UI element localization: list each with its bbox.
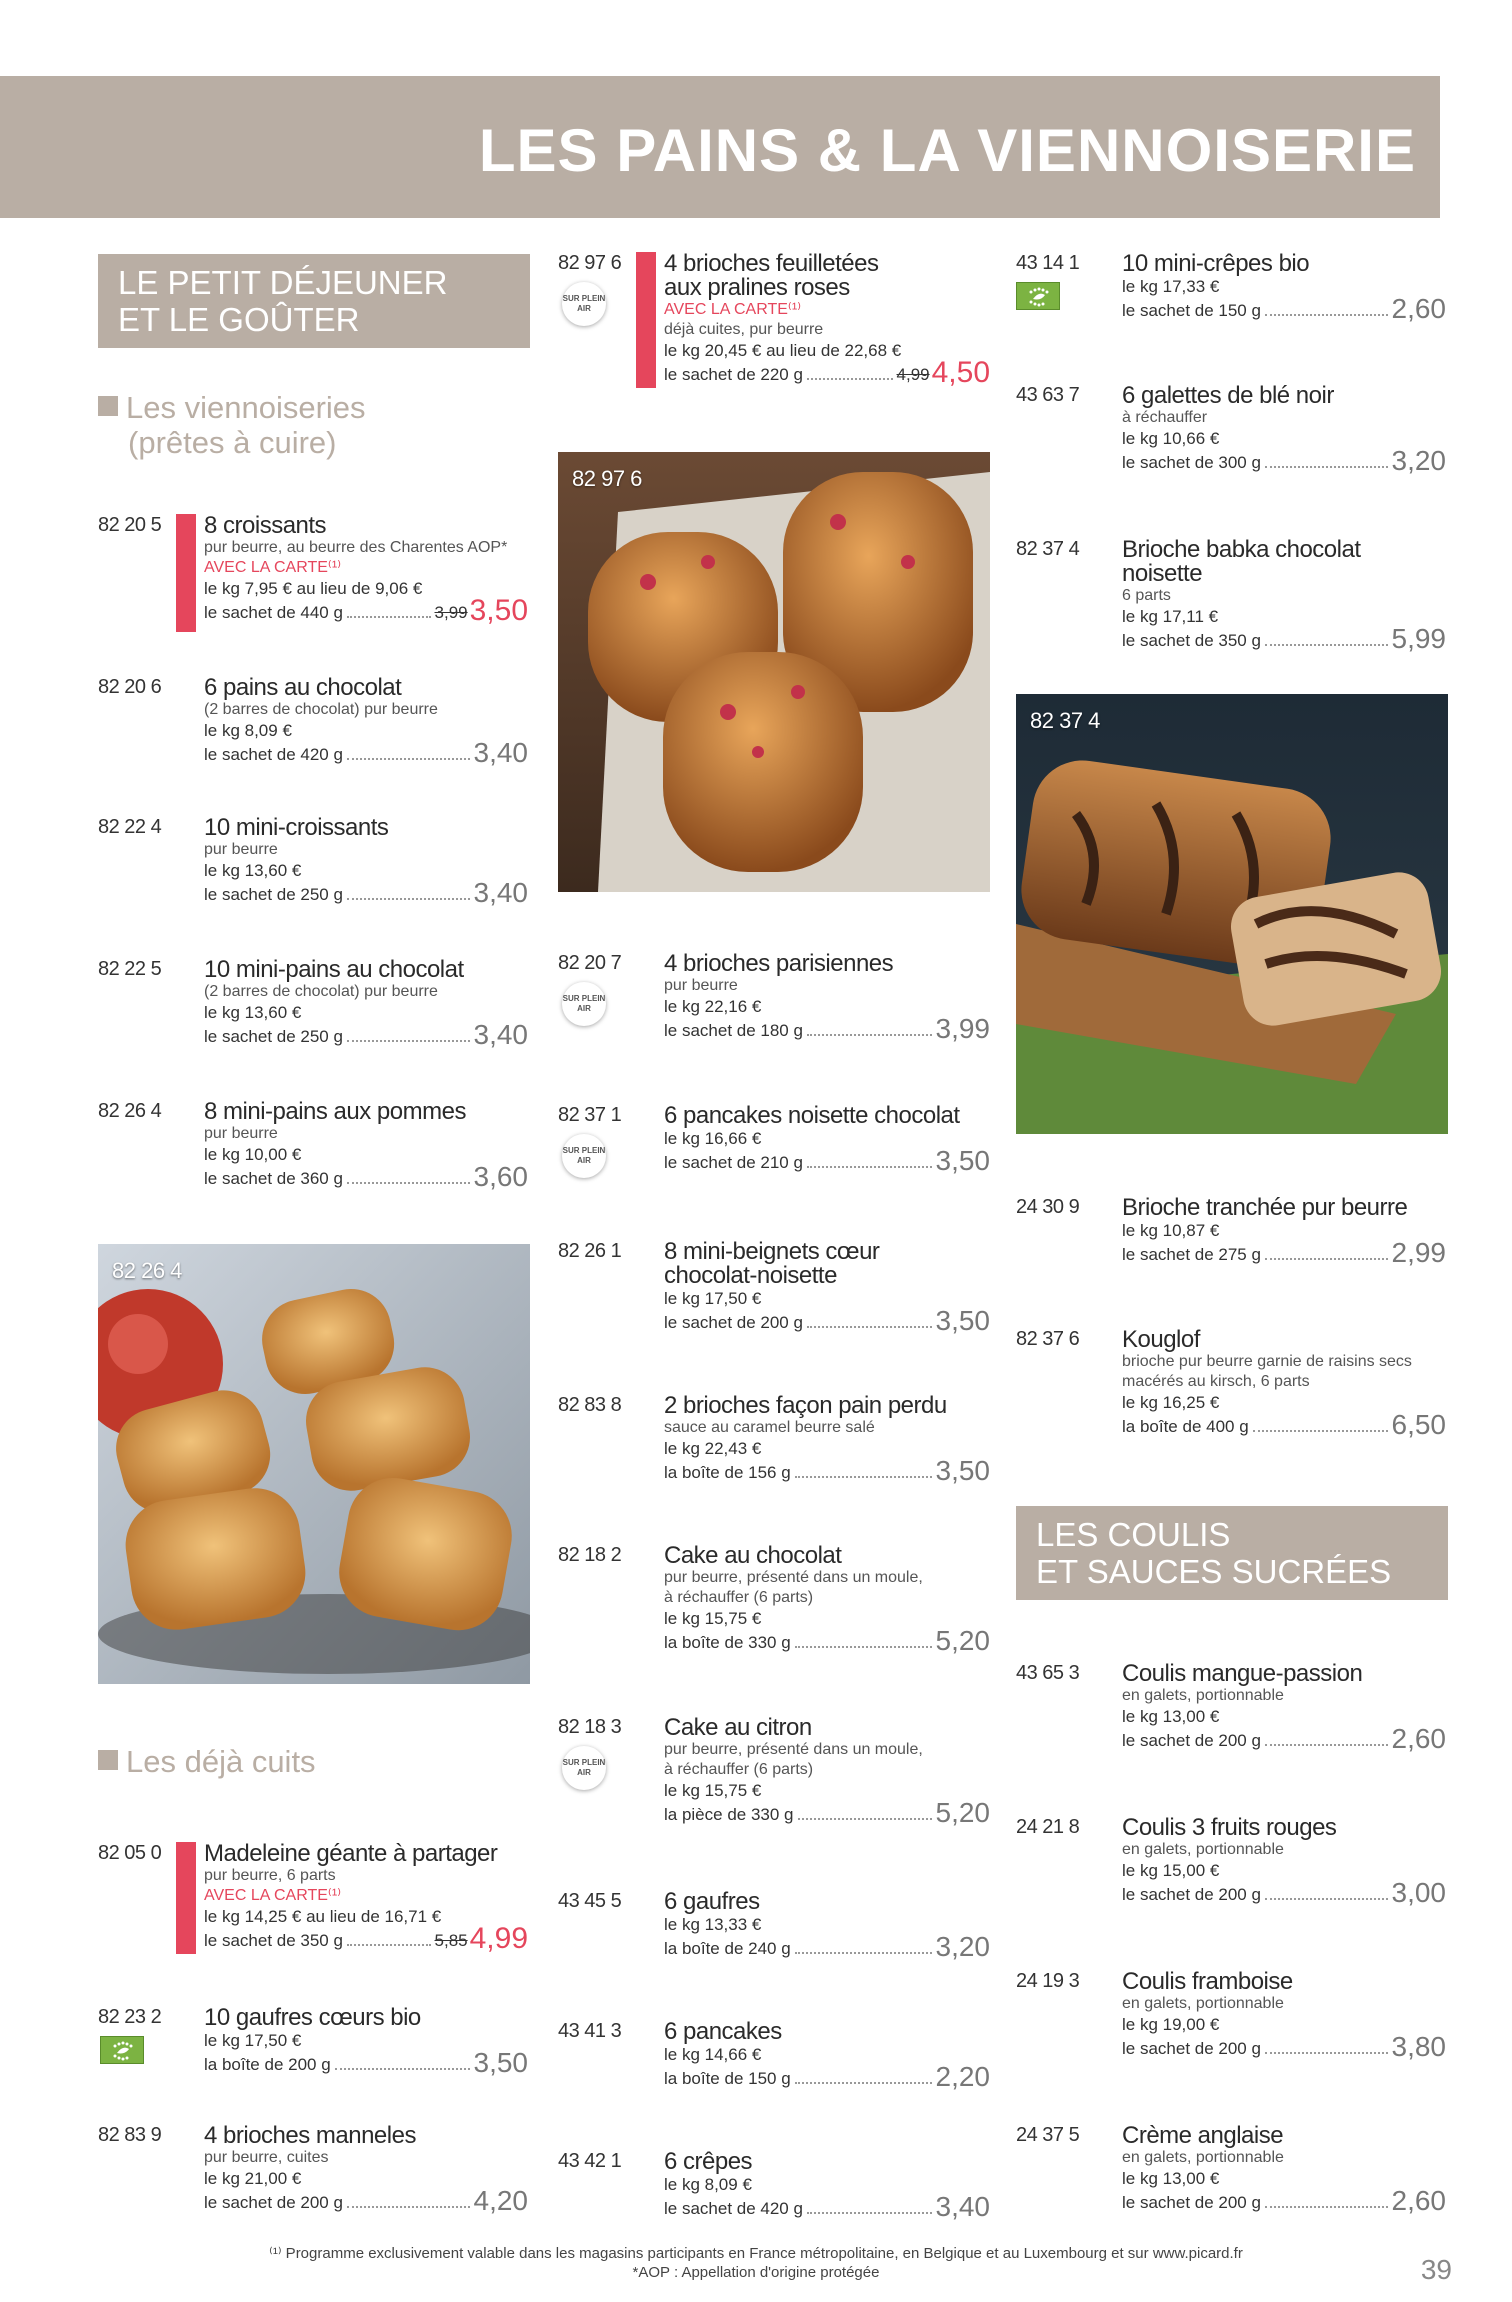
dot-leader xyxy=(347,2206,470,2208)
product-code: 82 97 6 xyxy=(558,252,622,274)
product-name: 10 mini-crêpes bio xyxy=(1122,250,1310,277)
product-code: 82 37 4 xyxy=(1016,538,1080,560)
product-name: 6 crêpes xyxy=(664,2148,753,2175)
product-photo-pains-aux-pommes xyxy=(98,1244,530,1684)
product-price: 4,20 xyxy=(473,2185,528,2216)
price-per-kg: le kg 17,50 € xyxy=(204,2031,302,2050)
pack-size: la boîte de 400 g xyxy=(1122,1417,1249,1436)
product-name: 4 brioches manneles xyxy=(204,2122,416,2149)
product-code: 82 83 9 xyxy=(98,2124,162,2146)
price-per-kg: le kg 10,00 € xyxy=(204,1145,302,1164)
dot-leader xyxy=(1265,644,1388,646)
dot-leader xyxy=(347,758,470,760)
product-description: pur beurre, présenté dans un moule, xyxy=(664,1741,923,1758)
organic-label-icon xyxy=(1016,282,1060,310)
organic-label-icon xyxy=(100,2036,144,2064)
product-name: 6 gaufres xyxy=(664,1888,760,1915)
section-header-petit-dejeuner xyxy=(98,254,530,348)
pack-size: le sachet de 360 g xyxy=(204,1169,343,1188)
price-per-kg: le kg 15,75 € xyxy=(664,1609,762,1628)
dot-leader xyxy=(1265,1258,1388,1260)
price-per-kg: le kg 13,60 € xyxy=(204,1003,302,1022)
dot-leader xyxy=(347,616,431,618)
product-code: 43 63 7 xyxy=(1016,384,1080,406)
price-per-kg: le kg 22,43 € xyxy=(664,1439,762,1458)
pack-line xyxy=(204,1161,528,1192)
price-per-kg: le kg 13,00 € xyxy=(1122,1707,1220,1726)
pack-size: le sachet de 250 g xyxy=(204,885,343,904)
pack-size: la pièce de 330 g xyxy=(664,1805,794,1824)
dot-leader xyxy=(1265,1898,1388,1900)
product-description: en galets, portionnable xyxy=(1122,1995,1284,2012)
product-description: (2 barres de chocolat) pur beurre xyxy=(204,701,438,718)
product-name: 6 pancakes noisette chocolat xyxy=(664,1102,960,1129)
product-name: 6 galettes de blé noir xyxy=(1122,382,1334,409)
dot-leader xyxy=(1253,1430,1388,1432)
product-price: 2,60 xyxy=(1391,1723,1446,1754)
pack-size: le sachet de 200 g xyxy=(1122,1731,1261,1750)
product-description: déjà cuites, pur beurre xyxy=(664,321,824,338)
promo-bar xyxy=(176,1842,196,1954)
price-per-kg: le kg 13,00 € xyxy=(1122,2169,1220,2188)
pack-size: le sachet de 200 g xyxy=(1122,1885,1261,1904)
product-price: 6,50 xyxy=(1391,1409,1446,1440)
price-per-kg: le kg 13,33 € xyxy=(664,1915,762,1934)
square-bullet-icon xyxy=(98,396,118,416)
pack-line xyxy=(1122,623,1446,654)
pack-line xyxy=(1122,1237,1446,1268)
photo-product-code: 82 26 4 xyxy=(112,1258,182,1283)
product-price: 3,60 xyxy=(473,1161,528,1192)
product-name: Cake au chocolat xyxy=(664,1542,842,1569)
pack-line xyxy=(1122,2031,1446,2062)
product-name: Coulis framboise xyxy=(1122,1968,1293,1995)
pastry-photo-illustration xyxy=(98,1244,530,1684)
product-name: Crème anglaise xyxy=(1122,2122,1284,2149)
product-photo-brioches-pralines xyxy=(558,452,990,892)
page-title: LES PAINS & LA VIENNOISERIE xyxy=(478,117,1416,184)
product-name: Brioche tranchée pur beurre xyxy=(1122,1194,1408,1221)
product-name: 2 brioches façon pain perdu xyxy=(664,1392,947,1419)
product-price: 3,50 xyxy=(469,594,528,627)
product-price: 3,00 xyxy=(1391,1877,1446,1908)
section-header-coulis xyxy=(1016,1506,1448,1600)
product-name: Madeleine géante à partager xyxy=(204,1840,498,1867)
product-name: 8 mini-beignets cœur xyxy=(664,1238,880,1265)
dot-leader xyxy=(795,1646,932,1648)
product-code: 43 65 3 xyxy=(1016,1662,1080,1684)
product-code: 82 20 7 xyxy=(558,952,622,974)
pack-size: le sachet de 440 g xyxy=(204,603,343,622)
section-header-line: LE PETIT DÉJEUNER xyxy=(118,264,448,301)
product-price: 3,50 xyxy=(935,1305,990,1336)
square-bullet-icon xyxy=(98,1750,118,1770)
product-description: en galets, portionnable xyxy=(1122,2149,1284,2166)
dot-leader xyxy=(1265,2052,1388,2054)
price-per-kg: le kg 20,45 € au lieu de 22,68 € xyxy=(664,341,902,360)
babka-photo-illustration xyxy=(1016,694,1448,1134)
product-code: 82 37 1 xyxy=(558,1104,622,1126)
product-price: 3,50 xyxy=(935,1145,990,1176)
pack-line xyxy=(204,1922,528,1955)
dot-leader xyxy=(795,1476,932,1478)
product-name: 4 brioches parisiennes xyxy=(664,950,894,977)
price-per-kg: le kg 21,00 € xyxy=(204,2169,302,2188)
pack-line xyxy=(664,2061,990,2092)
product-description: pur beurre, présenté dans un moule, xyxy=(664,1569,923,1586)
product-name: 4 brioches feuilletées xyxy=(664,250,879,277)
pack-line xyxy=(1122,445,1446,476)
product-photo-brioche-babka xyxy=(1016,694,1448,1134)
pack-size: le sachet de 275 g xyxy=(1122,1245,1261,1264)
price-per-kg: le kg 13,60 € xyxy=(204,861,302,880)
pack-line xyxy=(204,737,528,768)
pack-line xyxy=(664,1455,990,1486)
pack-line xyxy=(664,1931,990,1962)
product-description: (2 barres de chocolat) pur beurre xyxy=(204,983,438,1000)
product-description: macérés au kirsch, 6 parts xyxy=(1122,1373,1310,1390)
product-price: 3,80 xyxy=(1391,2031,1446,2062)
product-price: 3,50 xyxy=(473,2047,528,2078)
price-per-kg: le kg 14,66 € xyxy=(664,2045,762,2064)
pack-line xyxy=(664,1145,990,1176)
product-code: 82 20 5 xyxy=(98,514,162,536)
product-price: 3,40 xyxy=(473,1019,528,1050)
plein-air-badge-icon xyxy=(562,1134,606,1178)
product-description: pur beurre, au beurre des Charentes AOP* xyxy=(204,539,508,556)
pack-line xyxy=(204,594,528,627)
pack-size: le sachet de 200 g xyxy=(204,2193,343,2212)
pack-line xyxy=(664,1797,990,1828)
product-name: 10 mini-pains au chocolat xyxy=(204,956,464,983)
dot-leader xyxy=(347,1040,470,1042)
pack-size: la boîte de 150 g xyxy=(664,2069,791,2088)
dot-leader xyxy=(807,2212,932,2214)
product-description: en galets, portionnable xyxy=(1122,1841,1284,1858)
product-description: à réchauffer (6 parts) xyxy=(664,1761,814,1778)
product-name: 6 pancakes xyxy=(664,2018,782,2045)
dot-leader xyxy=(807,1326,932,1328)
product-code: 82 26 1 xyxy=(558,1240,622,1262)
old-price: 4,99 xyxy=(896,365,930,384)
dot-leader xyxy=(335,2068,470,2070)
product-code: 24 21 8 xyxy=(1016,1816,1080,1838)
product-description: brioche pur beurre garnie de raisins secs xyxy=(1122,1353,1412,1370)
price-per-kg: le kg 19,00 € xyxy=(1122,2015,1220,2034)
product-code: 82 23 2 xyxy=(98,2006,162,2028)
product-82976 xyxy=(558,252,990,392)
price-per-kg: le kg 14,25 € au lieu de 16,71 € xyxy=(204,1907,442,1926)
plein-air-badge-icon xyxy=(562,982,606,1026)
pack-line xyxy=(1122,293,1446,324)
pack-line xyxy=(204,2185,528,2216)
promo-bar xyxy=(176,514,196,632)
product-code: 82 20 6 xyxy=(98,676,162,698)
pack-line xyxy=(204,877,528,908)
product-code: 24 37 5 xyxy=(1016,2124,1080,2146)
photo-product-code: 82 97 6 xyxy=(572,466,642,491)
subheader-line: (prêtes à cuire) xyxy=(128,425,337,460)
product-description: en galets, portionnable xyxy=(1122,1687,1284,1704)
dot-leader xyxy=(1265,314,1388,316)
dot-leader xyxy=(795,1952,932,1954)
price-per-kg: le kg 10,66 € xyxy=(1122,429,1220,448)
product-price: 3,40 xyxy=(935,2191,990,2222)
product-code: 82 37 6 xyxy=(1016,1328,1080,1350)
product-name: 10 gaufres cœurs bio xyxy=(204,2004,421,2031)
pack-line xyxy=(1122,1723,1446,1754)
product-price: 5,99 xyxy=(1391,623,1446,654)
product-code: 82 05 0 xyxy=(98,1842,162,1864)
product-code: 82 26 4 xyxy=(98,1100,162,1122)
price-per-kg: le kg 22,16 € xyxy=(664,997,762,1016)
product-description: pur beurre, cuites xyxy=(204,2149,329,2166)
product-price: 5,20 xyxy=(935,1797,990,1828)
pack-size: le sachet de 350 g xyxy=(1122,631,1261,650)
pack-size: le sachet de 420 g xyxy=(204,745,343,764)
product-description: pur beurre, 6 parts xyxy=(204,1867,336,1884)
price-per-kg: le kg 15,75 € xyxy=(664,1781,762,1800)
dot-leader xyxy=(795,2082,932,2084)
subheader-line: Les viennoiseries xyxy=(126,390,366,425)
dot-leader xyxy=(807,1034,932,1036)
pack-line xyxy=(1122,2185,1446,2216)
price-per-kg: le kg 17,11 € xyxy=(1122,607,1219,626)
product-price: 3,20 xyxy=(1391,445,1446,476)
product-name: 8 mini-pains aux pommes xyxy=(204,1098,466,1125)
pack-line xyxy=(664,1013,990,1044)
dot-leader xyxy=(1265,466,1388,468)
product-price: 3,99 xyxy=(935,1013,990,1044)
product-description: pur beurre xyxy=(204,1125,278,1142)
dot-leader xyxy=(1265,1744,1388,1746)
product-price: 3,40 xyxy=(473,877,528,908)
product-name: chocolat-noisette xyxy=(664,1262,837,1289)
price-per-kg: le kg 16,25 € xyxy=(1122,1393,1220,1412)
dot-leader xyxy=(347,898,470,900)
subheader-deja-cuits xyxy=(98,1744,316,1779)
product-code: 82 22 4 xyxy=(98,816,162,838)
product-name: aux pralines roses xyxy=(664,274,850,301)
product-name: 8 croissants xyxy=(204,512,327,539)
pack-line xyxy=(1122,1409,1446,1440)
page-number: 39 xyxy=(1420,2254,1452,2285)
pack-size: le sachet de 420 g xyxy=(664,2199,803,2218)
section-header-line: LES COULIS xyxy=(1036,1516,1231,1553)
product-name: 6 pains au chocolat xyxy=(204,674,402,701)
subheader-viennoiseries xyxy=(98,390,366,460)
price-per-kg: le kg 10,87 € xyxy=(1122,1221,1220,1240)
title-banner xyxy=(0,76,1440,218)
photo-product-code: 82 37 4 xyxy=(1030,708,1100,733)
price-per-kg: le kg 16,66 € xyxy=(664,1129,762,1148)
price-per-kg: le kg 7,95 € au lieu de 9,06 € xyxy=(204,579,423,598)
old-price: 3,99 xyxy=(434,603,468,622)
pack-line xyxy=(664,1305,990,1336)
footnote-program: ⁽¹⁾ Programme exclusivement valable dans les magasins participants en France métropolitaine, en Belgique et au Luxembourg et sur www.picard.fr xyxy=(269,2245,1243,2262)
product-name: Cake au citron xyxy=(664,1714,812,1741)
product-description: sauce au caramel beurre salé xyxy=(664,1419,875,1436)
product-price: 2,99 xyxy=(1391,1237,1446,1268)
badge-text: SUR PLEIN AIR xyxy=(562,994,606,1013)
pack-size: la boîte de 156 g xyxy=(664,1463,791,1482)
product-code: 82 22 5 xyxy=(98,958,162,980)
plein-air-badge-icon xyxy=(562,282,606,326)
product-price: 3,50 xyxy=(935,1455,990,1486)
brioche-photo-illustration xyxy=(558,452,990,892)
product-description: pur beurre xyxy=(664,977,738,994)
badge-text: SUR PLEIN AIR xyxy=(562,294,606,313)
product-description: 6 parts xyxy=(1122,587,1171,604)
pack-size: le sachet de 210 g xyxy=(664,1153,803,1172)
product-name: Coulis 3 fruits rouges xyxy=(1122,1814,1337,1841)
footnote-aop: *AOP : Appellation d'origine protégée xyxy=(632,2264,880,2281)
pack-line xyxy=(1122,1877,1446,1908)
pack-size: le sachet de 150 g xyxy=(1122,301,1261,320)
product-price: 3,40 xyxy=(473,737,528,768)
promo-bar xyxy=(636,252,656,388)
old-price: 5,85 xyxy=(434,1931,468,1950)
dot-leader xyxy=(347,1182,470,1184)
product-name: Kouglof xyxy=(1122,1326,1200,1353)
product-code: 82 83 8 xyxy=(558,1394,622,1416)
section-header-line: ET LE GOÛTER xyxy=(118,301,360,338)
pack-size: la boîte de 240 g xyxy=(664,1939,791,1958)
pack-line xyxy=(204,2047,528,2078)
product-code: 43 41 3 xyxy=(558,2020,622,2042)
product-description: pur beurre xyxy=(204,841,278,858)
dot-leader xyxy=(807,378,893,380)
product-price: 5,20 xyxy=(935,1625,990,1656)
pack-size: le sachet de 200 g xyxy=(664,1313,803,1332)
pack-size: le sachet de 300 g xyxy=(1122,453,1261,472)
pack-line xyxy=(664,1625,990,1656)
pack-size: le sachet de 220 g xyxy=(664,365,803,384)
product-name: 10 mini-croissants xyxy=(204,814,389,841)
product-price: 2,60 xyxy=(1391,2185,1446,2216)
product-name: Coulis mangue-passion xyxy=(1122,1660,1363,1687)
loyalty-card-note: AVEC LA CARTE⁽¹⁾ xyxy=(204,1887,342,1904)
dot-leader xyxy=(1265,2206,1388,2208)
product-code: 82 18 2 xyxy=(558,1544,622,1566)
dot-leader xyxy=(807,1166,932,1168)
price-per-kg: le kg 17,33 € xyxy=(1122,277,1220,296)
product-82050 xyxy=(98,1842,528,1962)
pack-line xyxy=(204,1019,528,1050)
price-per-kg: le kg 8,09 € xyxy=(204,721,292,740)
pack-line xyxy=(664,2191,990,2222)
price-per-kg: le kg 8,09 € xyxy=(664,2175,752,2194)
product-code: 43 14 1 xyxy=(1016,252,1080,274)
product-code: 43 42 1 xyxy=(558,2150,622,2172)
product-code: 82 18 3 xyxy=(558,1716,622,1738)
pack-size: la boîte de 200 g xyxy=(204,2055,331,2074)
product-price: 2,20 xyxy=(935,2061,990,2092)
pack-size: le sachet de 250 g xyxy=(204,1027,343,1046)
dot-leader xyxy=(347,1944,431,1946)
product-price: 2,60 xyxy=(1391,293,1446,324)
loyalty-card-note: AVEC LA CARTE⁽¹⁾ xyxy=(204,559,342,576)
product-code: 24 30 9 xyxy=(1016,1196,1080,1218)
pack-size: le sachet de 200 g xyxy=(1122,2039,1261,2058)
pack-size: le sachet de 200 g xyxy=(1122,2193,1261,2212)
dot-leader xyxy=(798,1818,932,1820)
pack-size: le sachet de 180 g xyxy=(664,1021,803,1040)
badge-text: SUR PLEIN AIR xyxy=(562,1758,606,1777)
product-description: à réchauffer (6 parts) xyxy=(664,1589,814,1606)
price-per-kg: le kg 17,50 € xyxy=(664,1289,762,1308)
pack-size: la boîte de 330 g xyxy=(664,1633,791,1652)
loyalty-card-note: AVEC LA CARTE⁽¹⁾ xyxy=(664,301,802,318)
badge-text: SUR PLEIN AIR xyxy=(562,1146,606,1165)
product-price: 4,50 xyxy=(931,356,990,389)
product-code: 43 45 5 xyxy=(558,1890,622,1912)
plein-air-badge-icon xyxy=(562,1746,606,1790)
product-description: à réchauffer xyxy=(1122,409,1208,426)
product-82205 xyxy=(98,514,528,634)
product-code: 24 19 3 xyxy=(1016,1970,1080,1992)
price-per-kg: le kg 15,00 € xyxy=(1122,1861,1220,1880)
pack-line xyxy=(664,356,990,389)
section-header-line: ET SAUCES SUCRÉES xyxy=(1036,1553,1392,1590)
product-price: 3,20 xyxy=(935,1931,990,1962)
subheader-line: Les déjà cuits xyxy=(126,1744,316,1779)
product-price: 4,99 xyxy=(469,1922,528,1955)
product-name: Brioche babka chocolat noisette xyxy=(1122,536,1361,587)
pack-size: le sachet de 350 g xyxy=(204,1931,343,1950)
